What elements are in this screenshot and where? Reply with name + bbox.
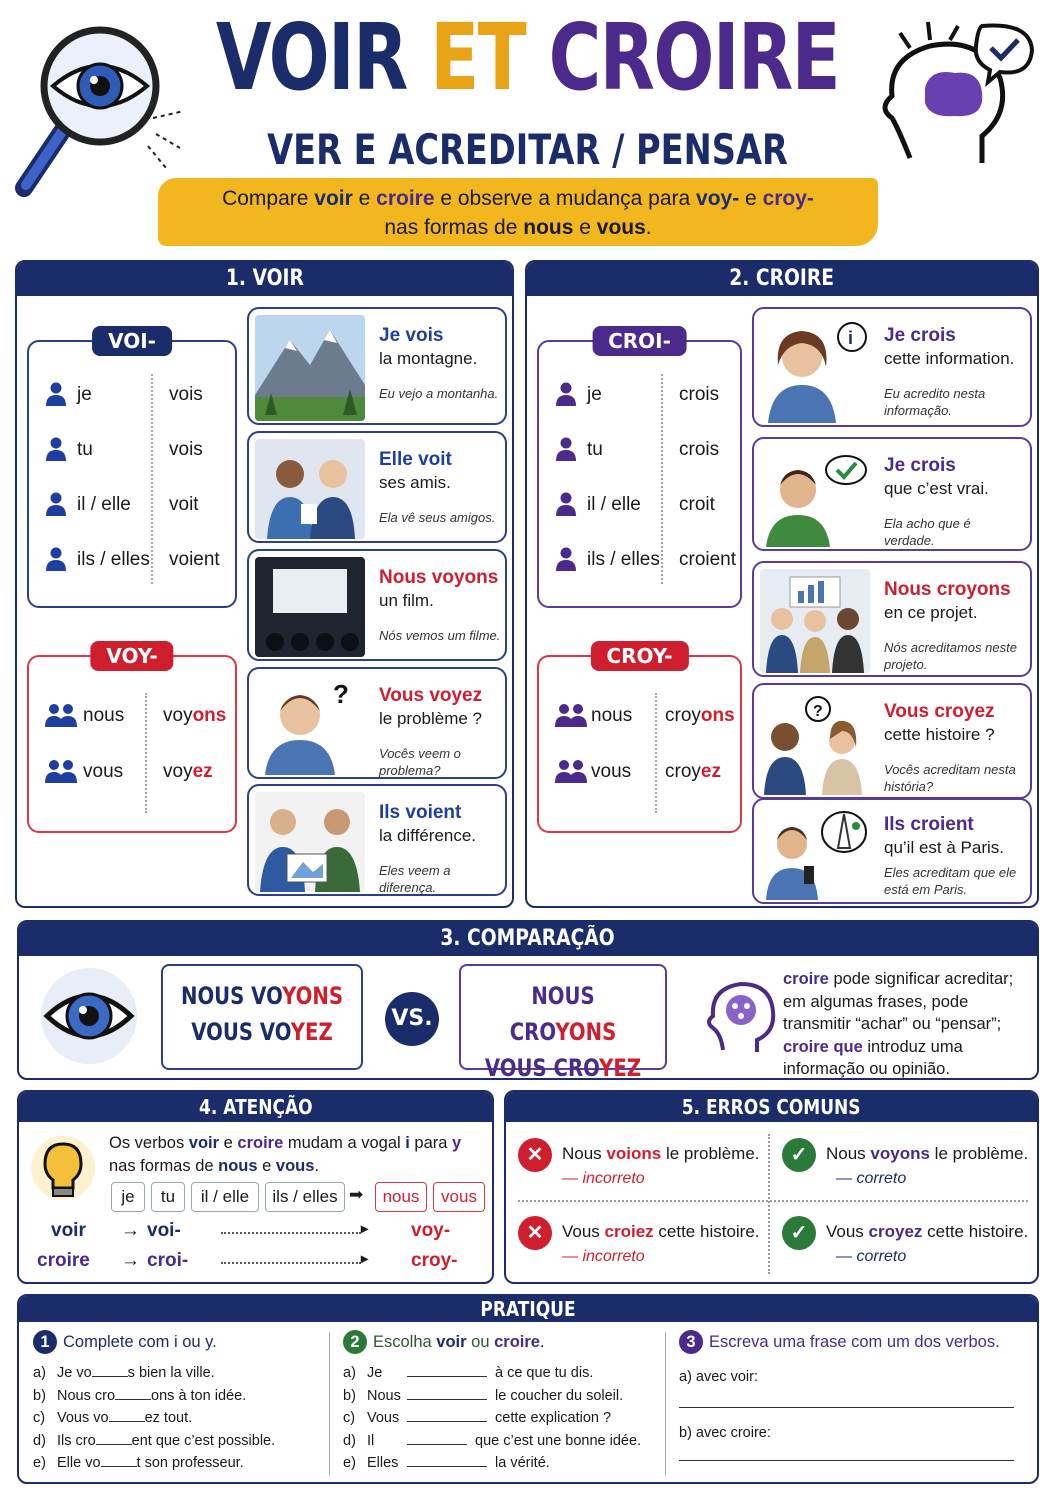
blank-field[interactable] bbox=[115, 1388, 151, 1400]
conj-row: nous voyons bbox=[29, 697, 235, 737]
example-card: Ils croient qu’il est à Paris. Eles acreditam que ele está em Paris. bbox=[752, 798, 1032, 904]
magnifier-eye-icon bbox=[8, 18, 198, 203]
blank-field[interactable] bbox=[96, 1433, 132, 1445]
mountain-illustration bbox=[255, 315, 365, 421]
example-card: ? Vous voyez le problème ? Vocês veem o problema? bbox=[247, 667, 507, 779]
blank-field[interactable] bbox=[101, 1455, 137, 1467]
example-card: Je vois la montagne. Eu vejo a montanha. bbox=[247, 307, 507, 425]
example-card: Je crois que c’est vrai. Ela acho que é verdade. bbox=[752, 437, 1032, 551]
arrow-icon: ➡ bbox=[349, 1185, 364, 1204]
croy-conjugation-box: CROY- nous croyons vous croyez bbox=[537, 655, 742, 833]
meeting-illustration bbox=[760, 569, 870, 673]
person-icon bbox=[45, 492, 67, 516]
blank-field[interactable] bbox=[407, 1455, 487, 1467]
stem-change-line: voir → voi- ▸ voy- bbox=[51, 1220, 451, 1241]
page-subtitle: VER E ACREDITAR / PENSAR bbox=[267, 125, 788, 174]
exercise-2: 2 Escolha voir ou croire. a) Je à ce que tu dis. b) Nous le coucher du soleil. c) Vous cette explication ? d) Il que c’est une bonne idée. e) Elles la vérité. bbox=[343, 1330, 661, 1475]
conj-row: je vois bbox=[29, 376, 235, 416]
svg-text:i: i bbox=[848, 328, 854, 348]
exercise-item[interactable]: b) Nous le coucher du soleil. bbox=[343, 1387, 624, 1404]
blank-field[interactable] bbox=[109, 1410, 145, 1422]
exercise-item[interactable]: a) Je vo s bien la ville. bbox=[33, 1365, 215, 1381]
voir-panel: 1. VOIR VOI- je vois tu vois il / elle voit ils / elles voient VOY- nous voyons vous voyez Je vois la montagne. Eu vejo a montanha. Elle voit ses amis. Ela vê seus amigos. Nous voyons un film. Nós vemos um filme. ? Vous voyez le problème ? Vocês veem o problema? Ils voient la différence. Eles veem a diferença. bbox=[15, 260, 514, 908]
conj-row: il / elle voit bbox=[29, 486, 235, 526]
example-card: Elle voit ses amis. Ela vê seus amigos. bbox=[247, 431, 507, 543]
blank-field[interactable] bbox=[407, 1433, 467, 1445]
friends-illustration bbox=[255, 439, 365, 539]
people-icon bbox=[45, 703, 77, 727]
conj-row: nous croyons bbox=[539, 697, 740, 737]
exercise-3: 3 Escreva uma frase com um dos verbos. a) avec voir: b) avec croire: bbox=[679, 1330, 1029, 1461]
exercise-item[interactable]: e) Elles la vérité. bbox=[343, 1455, 550, 1471]
error-item: ✕ Vous croiez cette histoire. — incorreto bbox=[518, 1216, 766, 1272]
man-thinking-check-illustration bbox=[760, 445, 870, 547]
svg-text:?: ? bbox=[813, 703, 823, 720]
eye-icon bbox=[39, 966, 139, 1066]
voir-forms-box: NOUS VOYONS VOUS VOYEZ bbox=[161, 964, 363, 1070]
exercise-item[interactable]: c) Vous vo ez tout. bbox=[33, 1410, 193, 1426]
exercise-item[interactable]: e) Elle vo t son professeur. bbox=[33, 1455, 244, 1471]
example-card: Ils voient la différence. Eles veem a diferença. bbox=[247, 784, 507, 896]
comparing-photos-illustration bbox=[255, 792, 365, 892]
pronoun-chip: je bbox=[111, 1182, 145, 1212]
example-card: i Je crois cette information. Eu acredito nesta informação. bbox=[752, 307, 1032, 427]
conj-row: tu vois bbox=[29, 431, 235, 471]
conversation-illustration bbox=[760, 691, 870, 795]
pronoun-chip-highlight: nous bbox=[375, 1182, 427, 1212]
x-icon: ✕ bbox=[518, 1138, 552, 1172]
pronoun-chip: il / elle bbox=[191, 1182, 259, 1212]
exercise-item[interactable]: a) Je à ce que tu dis. bbox=[343, 1365, 594, 1381]
voy-conjugation-box: VOY- nous voyons vous voyez bbox=[27, 655, 237, 833]
atencao-text: Os verbos voir e croire mudam a vogal i para y nas formas de nous e vous. bbox=[109, 1134, 462, 1175]
people-icon bbox=[45, 759, 77, 783]
conj-row: je crois bbox=[539, 376, 740, 416]
croi-conjugation-box: CROI- je crois tu crois il / elle croit ils / elles croient bbox=[537, 340, 742, 608]
blank-field[interactable] bbox=[92, 1365, 128, 1377]
example-card: Nous voyons un film. Nós vemos um filme. bbox=[247, 549, 507, 661]
people-icon bbox=[555, 759, 587, 783]
pronoun-chip: ils / elles bbox=[265, 1182, 345, 1212]
blank-field[interactable] bbox=[407, 1388, 487, 1400]
stem-change-line: croire → croi- ▸ croy- bbox=[37, 1250, 458, 1271]
lightbulb-icon bbox=[29, 1132, 97, 1204]
correct-item: ✓ Vous croyez cette histoire. — correto bbox=[782, 1216, 1034, 1272]
answer-line[interactable] bbox=[679, 1460, 1014, 1461]
brain-head-icon bbox=[701, 974, 781, 1054]
person-icon bbox=[45, 547, 67, 571]
comparacao-panel: 3. COMPARAÇÃO NOUS VOYONS VOUS VOYEZ VS. NOUS CROYONS VOUS CROYEZ croire pode significar acreditar; em algumas frases, pode transmitir “achar” ou “pensar”; croire que introduz uma informação ou opinião. bbox=[17, 920, 1039, 1080]
intro-banner: Compare voir e croire e observe a mudança para voy- e croy- nas formas de nous e vous. bbox=[158, 178, 878, 246]
x-icon: ✕ bbox=[518, 1216, 552, 1250]
woman-info-illustration bbox=[760, 315, 870, 423]
conj-row: ils / elles voient bbox=[29, 541, 235, 581]
exercise-item[interactable]: d) Ils cro ent que c’est possible. bbox=[33, 1432, 276, 1449]
exercise-item[interactable]: b) Nous cro ons à ton idée. bbox=[33, 1387, 247, 1404]
vs-badge: VS. bbox=[385, 992, 439, 1046]
pronoun-chip: tu bbox=[151, 1182, 185, 1212]
exercise-1: 1 Complete com i ou y. a) Je vo s bien la ville. b) Nous cro ons à ton idée. c) Vous vo ez tout. d) Ils cro ent que c’est possible. e) Elle vo t son professeur. bbox=[33, 1330, 323, 1475]
voi-conjugation-box: VOI- je vois tu vois il / elle voit ils / elles voient bbox=[27, 340, 237, 608]
example-card: Nous croyons en ce projet. Nós acreditamos neste projeto. bbox=[752, 561, 1032, 677]
person-icon bbox=[555, 437, 577, 461]
pratique-panel: PRATIQUE 1 Complete com i ou y. a) Je vo s bien la ville. b) Nous cro ons à ton idée. c) Vous vo ez tout. d) Ils cro ent que c’est possible. e) Elle vo t son professeur. 2 Escolha voir ou croire. a) Je à ce que tu dis. b) Nous le coucher du soleil. c) Vous cette explication ? d) Il que c’est une bonne idée. e) Elles la vérité. 3 Escreva uma frase com um dos verbos. a) avec voir: b) avec croire: bbox=[17, 1294, 1039, 1484]
example-card: ? Vous croyez cette histoire ? Vocês acreditam nesta história? bbox=[752, 683, 1032, 799]
cinema-illustration bbox=[255, 557, 365, 657]
conj-row: tu crois bbox=[539, 431, 740, 471]
check-icon: ✓ bbox=[782, 1216, 816, 1250]
erros-panel: 5. ERROS COMUNS ✕ Nous voions le problème. — incorreto ✓ Nous voyons le problème. — correto ✕ Vous croiez cette histoire. — incorreto ✓ Vous croyez cette histoire. — correto bbox=[504, 1090, 1039, 1284]
exercise-item[interactable]: c) Vous cette explication ? bbox=[343, 1410, 612, 1426]
page-title: VOIR ET CROIRE bbox=[215, 4, 840, 111]
person-icon bbox=[45, 437, 67, 461]
answer-line[interactable] bbox=[679, 1407, 1014, 1408]
thinking-man-illustration bbox=[255, 675, 365, 775]
person-icon bbox=[555, 382, 577, 406]
correct-item: ✓ Nous voyons le problème. — correto bbox=[782, 1138, 1034, 1194]
conj-row: vous croyez bbox=[539, 753, 740, 793]
blank-field[interactable] bbox=[407, 1365, 487, 1377]
croire-panel: 2. CROIRE CROI- je crois tu crois il / elle croit ils / elles croient CROY- nous croyons vous croyez i Je crois cette information. Eu acredito nesta informação. Je crois que c’est vrai. Ela acho que é verdade. Nous croyons en ce projet. Nós acreditamos neste projeto. ? Vous croyez cette histoire ? Vocês acreditam nesta história? Ils croient qu’il est à Paris. Eles acreditam que ele está em Paris. bbox=[525, 260, 1039, 908]
error-item: ✕ Nous voions le problème. — incorreto bbox=[518, 1138, 766, 1194]
conj-row: il / elle croit bbox=[539, 486, 740, 526]
pronoun-chip-highlight: vous bbox=[433, 1182, 485, 1212]
person-icon bbox=[555, 547, 577, 571]
man-phone-paris-illustration bbox=[760, 806, 870, 900]
people-icon bbox=[555, 703, 587, 727]
svg-text:?: ? bbox=[333, 679, 349, 709]
conj-row: ils / elles croient bbox=[539, 541, 740, 581]
person-icon bbox=[45, 382, 67, 406]
conj-row: vous voyez bbox=[29, 753, 235, 793]
croire-forms-box: NOUS CROYONS VOUS CROYEZ bbox=[459, 964, 667, 1070]
atencao-panel: 4. ATENÇÃO Os verbos voir e croire mudam a vogal i para y nas formas de nous e vous. je tu il / elle ils / elles ➡ nous vous voir → voi- ▸ voy- croire → croi- ▸ croy- bbox=[17, 1090, 494, 1284]
croire-note: croire pode significar acreditar; em algumas frases, pode transmitir “achar” ou “pensar”; croire que introduz uma informação ou opinião. bbox=[783, 970, 1014, 1078]
exercise-item[interactable]: d) Il que c’est une bonne idée. bbox=[343, 1432, 642, 1449]
check-icon: ✓ bbox=[782, 1138, 816, 1172]
person-icon bbox=[555, 492, 577, 516]
blank-field[interactable] bbox=[407, 1410, 487, 1422]
